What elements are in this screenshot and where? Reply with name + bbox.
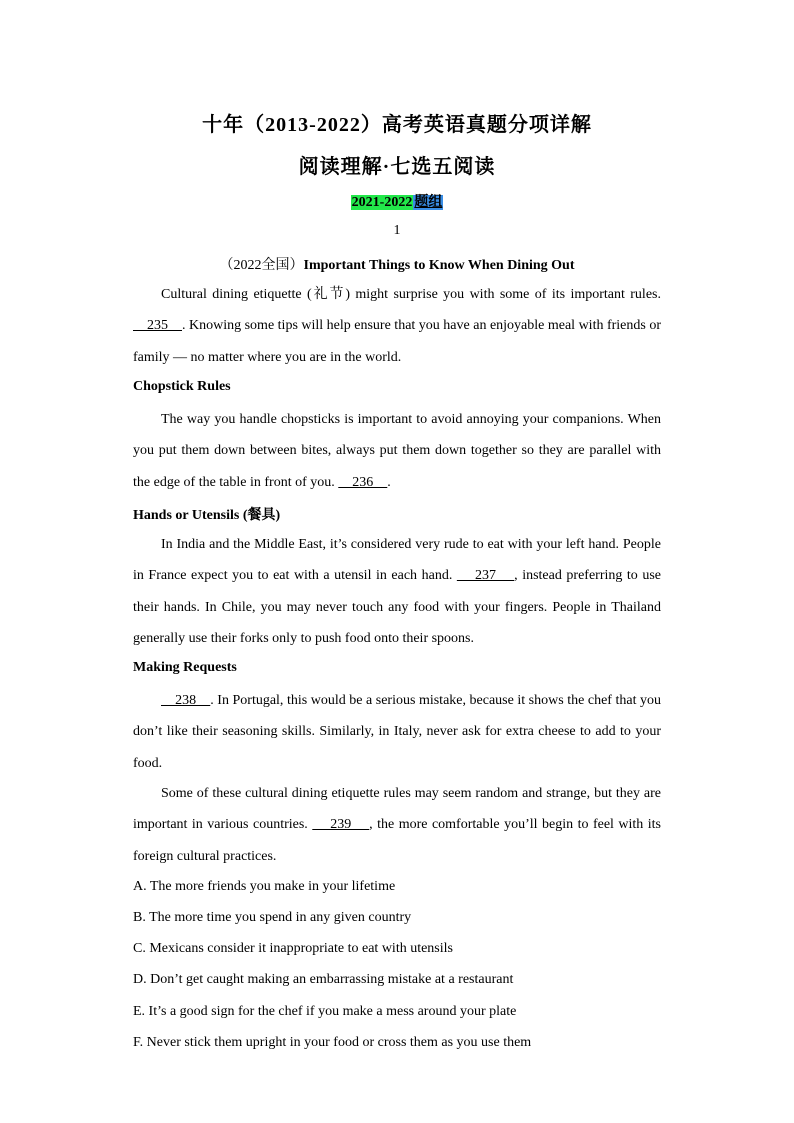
passage-source: （2022全国） — [219, 258, 304, 273]
option-e: E. It’s a good sign for the chef if you make a mess around your plate — [133, 1004, 517, 1019]
paragraph-1: Cultural dining etiquette (礼节) might surprise you with some of its important rules. 235 . Knowing some tips will help ensure that you have an enjoyable meal with friends or family — no matter where you are in the world. — [133, 287, 662, 365]
section-heading-requests: Making Requests — [133, 660, 237, 675]
section-heading-chopsticks: Chopstick Rules — [133, 379, 231, 394]
option-a: A. The more friends you make in your lifetime — [133, 879, 396, 894]
paragraph-3: In India and the Middle East, it’s considered very rude to eat with your left hand. People in France expect you to eat with a utensil in each hand. 237 , instead preferring to use their hands. In Chile, you may never touch any food with your fingers. People in Thailand generally use their forks only to push food onto their spoons. — [133, 537, 661, 646]
paragraph-4: 238 . In Portugal, this would be a serious mistake, because it shows the chef that you don’t like their seasoning skills. Similarly, in Italy, never ask for extra cheese to add to your food. — [133, 693, 661, 771]
blank-238: 238 — [161, 693, 211, 708]
option-d: D. Don’t get caught making an embarrassing mistake at a restaurant — [133, 972, 514, 987]
blank-239: 239 — [312, 817, 370, 833]
group-label — [0, 191, 794, 211]
page-title: 十年（2013-2022）高考英语真题分项详解 — [202, 114, 592, 136]
group-label-highlight: 题组 — [414, 195, 443, 210]
option-c: C. Mexicans consider it inappropriate to eat with utensils — [133, 941, 453, 956]
blank-237: 237 — [456, 568, 515, 584]
group-years-highlight: 2021-2022 — [351, 195, 413, 210]
page-subtitle: 阅读理解·七选五阅读 — [298, 156, 496, 178]
question-number: 1 — [393, 223, 401, 238]
paragraph-5: Some of these cultural dining etiquette rules may seem random and strange, but they are important in various countries. 239 , the more comfortable you’ll begin to feel with its foreign cultural practices. — [133, 786, 662, 864]
passage-title: Important Things to Know When Dining Out — [303, 258, 575, 273]
section-heading-hands-utensils: Hands or Utensils (餐具) — [133, 508, 281, 523]
blank-235: 235 — [133, 318, 182, 334]
paragraph-2: The way you handle chopsticks is important to avoid annoying your companions. When you put them down between bites, always put them down together so they are parallel with the edge of the table in front of you. 236 . — [133, 412, 661, 490]
blank-236: 236 — [338, 474, 388, 490]
option-f: F. Never stick them upright in your food or cross them as you use them — [133, 1035, 532, 1050]
option-b: B. The more time you spend in any given country — [133, 910, 412, 925]
passage-heading — [0, 254, 794, 274]
